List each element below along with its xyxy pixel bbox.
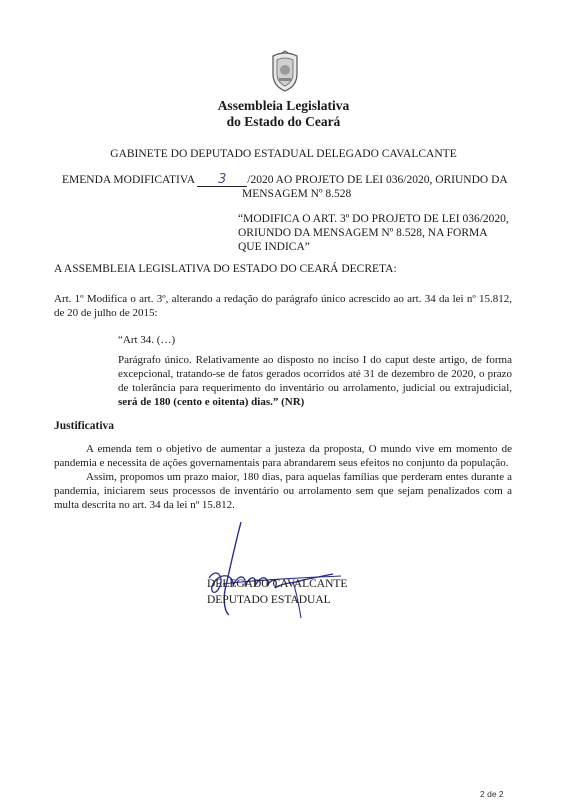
signatory-name: DELEGADO CAVALCANTE (207, 578, 348, 590)
institution-name-line2: do Estado do Ceará (226, 114, 341, 129)
institution-name-line1: Assembleia Legislativa (217, 98, 350, 113)
justification-paragraph-2: Assim, propomos um prazo maior, 180 dias, para aquelas famílias que perderam entes durante a pandemia, iniciarem seus processos de inventário ou arrolamento sem que sejam penalizados com a multa descrita no art. 34 da lei nº 15.812. (54, 471, 512, 511)
decree-statement: A ASSEMBLEIA LEGISLATIVA DO ESTADO DO CEARÁ DECRETA: (54, 263, 397, 275)
quoted-article-heading: “Art 34. (…) (118, 334, 176, 346)
ementa-text: “MODIFICA O ART. 3º DO PROJETO DE LEI 036/2020, ORIUNDO DA MENSAGEM Nº 8.528, NA FORMA QUE INDICA” (238, 213, 509, 253)
amendment-suffix: /2020 AO PROJETO DE LEI 036/2020, ORIUNDO DA (247, 174, 508, 186)
amendment-prefix: EMENDA MODIFICATIVA (62, 174, 195, 186)
office-heading: GABINETE DO DEPUTADO ESTADUAL DELEGADO CAVALCANTE (110, 148, 457, 160)
amendment-heading (62, 173, 512, 201)
quoted-article-paragraph (118, 353, 512, 409)
state-crest-emblem (270, 50, 300, 92)
justification-title: Justificativa (54, 420, 115, 432)
article-1-text: Art. 1º Modifica o art. 3º, alterando a redação do parágrafo único acrescido ao art. 34 da lei nº 15.812, de 20 de julho de 2015: (54, 293, 512, 319)
quoted-article-bold: será de 180 (cento e oitenta) dias.” (NR) (118, 396, 305, 408)
justification-paragraph-1: A emenda tem o objetivo de aumentar a justeza da proposta, O mundo vive em momento de pandemia e necessita de ações governamentais para abrandarem seus efeitos no conjunto da população. (54, 443, 512, 469)
quoted-article-text: Parágrafo único. Relativamente ao disposto no inciso I do caput deste artigo, de forma excepcional, tratando-se de fatos gerados ocorridos até 31 de dezembro de 2020, o prazo de tolerância para requerimento do inventário ou arrolamento, judicial ou extrajudicial, (118, 354, 512, 394)
amendment-line2: MENSAGEM Nº 8.528 (242, 188, 352, 200)
quoted-article (118, 333, 512, 409)
signatory-title: DEPUTADO ESTADUAL (207, 594, 331, 606)
page-number: 2 de 2 (480, 789, 504, 799)
justification-body (54, 442, 512, 512)
amendment-number: 3 (197, 174, 247, 187)
